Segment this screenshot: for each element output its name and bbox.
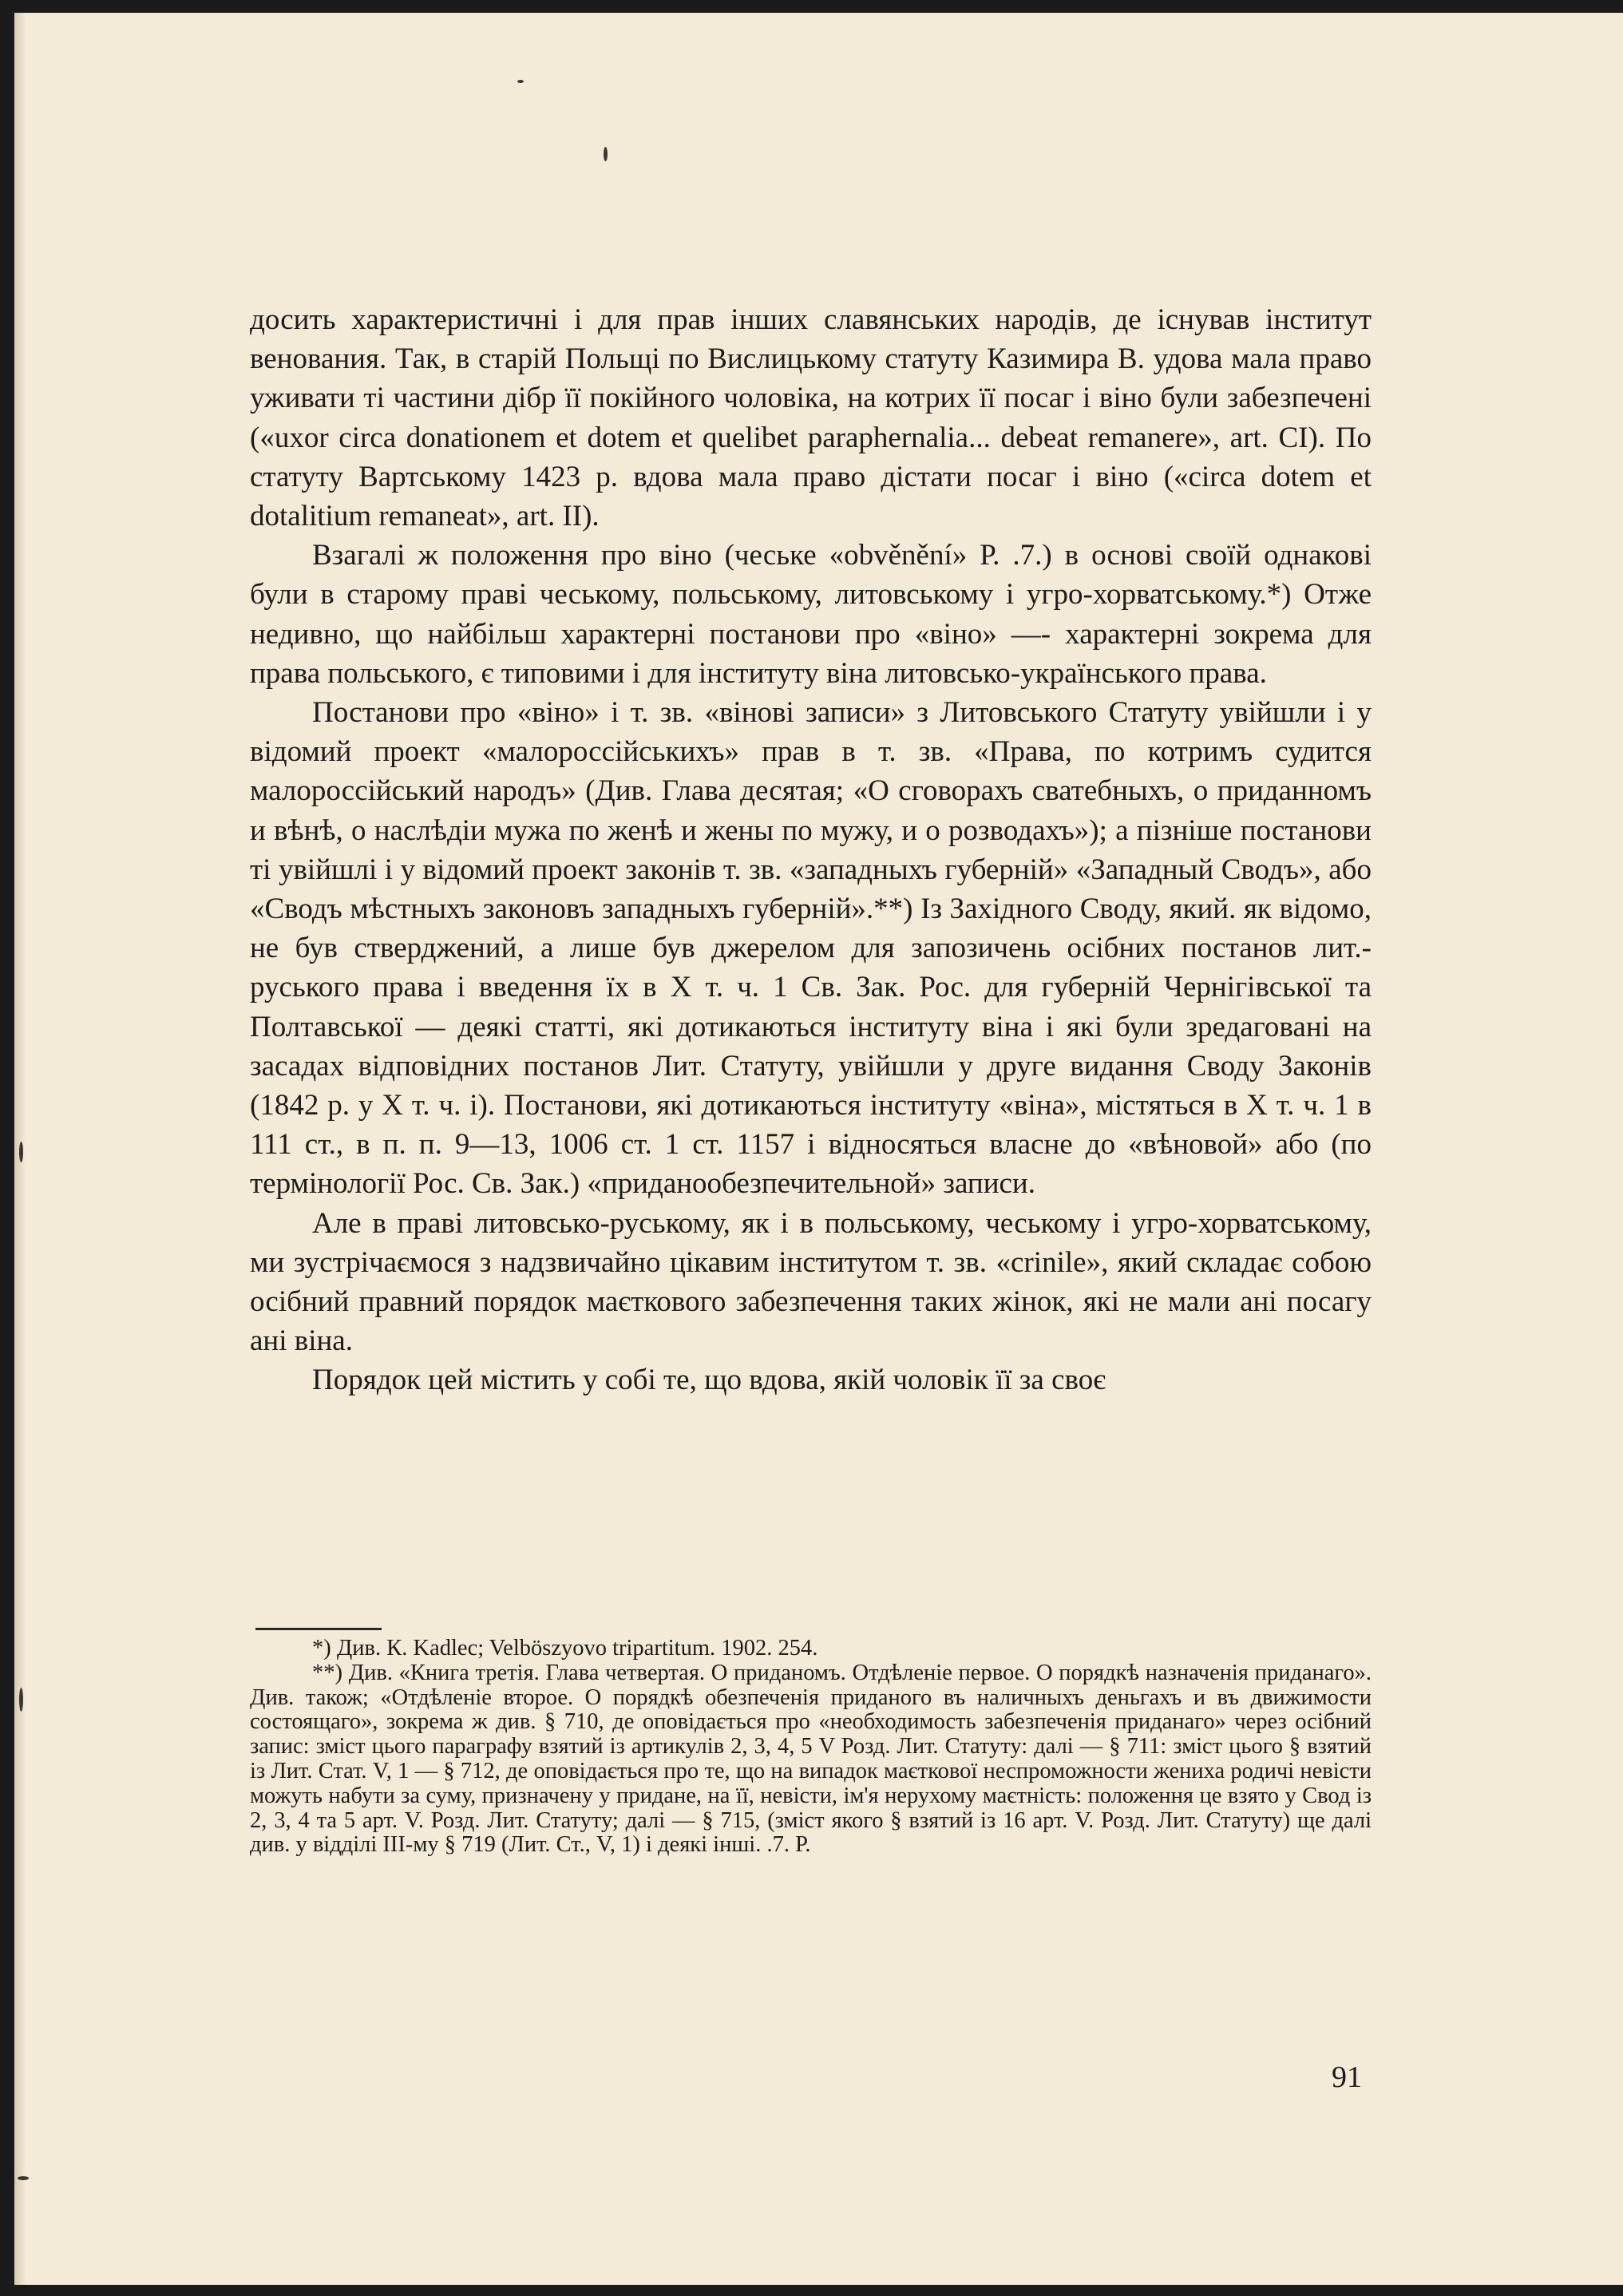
main-text (250, 300, 1372, 1400)
page-number: 91 (1332, 2060, 1362, 2094)
paragraph: Взагалі ж положення про віно (чеське «obvěnění» Р. .7.) в основі своїй однакові були в старому праві чеському, польському, литовському і угро-хорватському.*) Отже недивно, що найбільш характерні постанови про «віно» —- характерні зокрема для права польського, є типовими і для інституту віна литовсько-українського права. (250, 539, 1372, 690)
paragraph: Але в праві литовсько-руському, як і в польському, чеському і угро-хорватському, ми зустрічаємося з надзвичайно цікавим інститутом т. зв. «crinile», який складає собою осібний правний порядок маєткового забезпечення таких жінок, які не мали ані посагу ані віна. (250, 1206, 1372, 1358)
footnotes (250, 1637, 1372, 1858)
footnote: *) Див. К. Kadlec; Velböszyovo tripartitum. 1902. 254. (312, 1636, 818, 1661)
paragraph: досить характеристичні і для прав інших славянських народів, де існував інститут венования. Так, в старій Польщі по Вислицькому статуту Казимира В. удова мала право уживати ті частини дібр її покійного чоловіка, на котрих її посаг і віно були забезпечені («uxor circa donationem et dotem et quelibet paraphernalia... debeat remanere», art. CI). По статуту Вартському 1423 р. вдова мала право дістати посаг і віно («circa dotem et dotalitium remaneat», art. II). (250, 303, 1372, 533)
margin-mark (18, 2176, 29, 2180)
margin-mark (19, 1142, 23, 1162)
footnote: **) Див. «Книга третія. Глава четвертая. О приданомъ. Отдѣленіе первое. О порядкѣ назначенія приданаго». Див. також; «Отдѣленіе второе. О порядкѣ обезпеченія приданого въ наличныхъ деньгахъ и въ движимости состоящаго», зокрема ж див. § 710, де оповідається про «необходимость забезпеченія приданаго» через осібний запис: зміст цього параграфу взятий із артикулів 2, 3, 4, 5 V Розд. Лит. Статуту: далі — § 711: зміст цього § взятий із Лит. Стат. V, 1 — § 712, де оповідається про те, що на випадок маєткової неспроможности жениха родичі невісти можуть набути за суму, призначену у придане, на її, невісти, ім'я нерухому маєтність: положення це взято у Свод із 2, 3, 4 та 5 арт. V. Розд. Лит. Статуту; далі — § 715, (зміст якого § взятий із 16 арт. V. Розд. Лит. Статуту) ще далі див. у відділі III-му § 719 (Лит. Ст., V, 1) і деякі інші. .7. Р. (250, 1660, 1372, 1858)
paragraph: Порядок цей містить у собі те, що вдова, якій чоловік її за своє (312, 1364, 1106, 1397)
margin-mark (19, 1688, 23, 1712)
book-page (14, 13, 1623, 2285)
footnote-separator (255, 1628, 382, 1630)
ink-speck (604, 147, 608, 161)
ink-speck (517, 80, 524, 83)
paragraph: Постанови про «віно» і т. зв. «вінові записи» з Литовського Статуту увійшли і у відомий проект «малороссійськихъ» прав в т. зв. «Права, по котримъ судится малороссійський народъ» (Див. Глава десятая; «О сговорахъ сватебныхъ, о приданномъ и вѣнѣ, о наслѣдіи мужа по женѣ и жены по мужу, и о розводахъ»); а пізніше постанови ті увійшлі і у відомий проект законів т. зв. «западныхъ губерній» «Западный Сводъ», або «Сводъ мѣстныхъ законовъ западныхъ губерній».**) Із Західного Своду, який. як відомо, не був стверджений, а лише був джерелом для запозичень осібних постанов лит.-руського права і введення їх в X т. ч. 1 Св. Зак. Рос. для губерній Чернігівської та Полтавської — деякі статті, які дотикаються інституту віна і які були зредаговані на засадах відповідних постанов Лит. Статуту, увійшли у друге видання Своду Законів (1842 р. у X т. ч. і). Постанови, які дотикаються інституту «віна», містяться в X т. ч. 1 в 111 ст., в п. п. 9—13, 1006 ст. 1 ст. 1157 і відносяться власне до «вѣновой» або (по термінології Рос. Св. Зак.) «приданообезпечительной» записи. (250, 696, 1372, 1201)
